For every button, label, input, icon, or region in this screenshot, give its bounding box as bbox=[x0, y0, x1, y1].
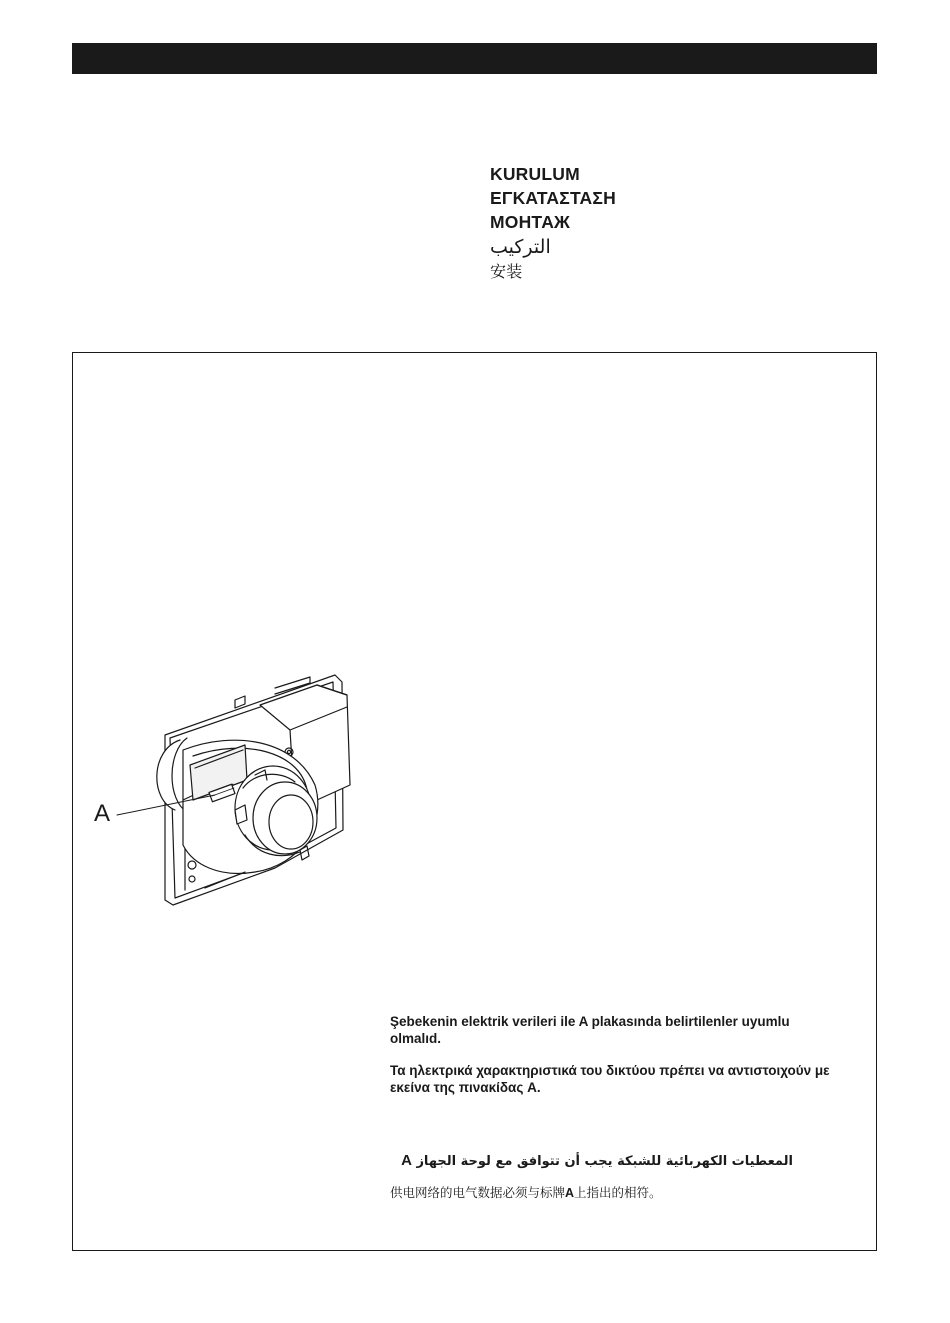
callout-label-a: A bbox=[94, 800, 111, 827]
note-greek: Τα ηλεκτρικά χαρακτηριστικά του δικτύου πρέπει να αντιστοιχούν με εκείνα της πινακίδας A. bbox=[390, 1063, 830, 1095]
title-greek: ΕΓΚΑΤΑΣΤΑΣΗ bbox=[490, 188, 616, 208]
header-bar bbox=[72, 43, 877, 74]
note-chinese-label: A bbox=[565, 1186, 575, 1200]
title-arabic: التركيب bbox=[490, 236, 551, 258]
note-chinese bbox=[390, 1185, 830, 1201]
note-arabic-text: المعطيات الكهربائية للشبكة يجب أن تتوافق مع لوحة الجهاز bbox=[416, 1154, 793, 1169]
blower-unit-illustration bbox=[95, 660, 365, 910]
section-titles bbox=[490, 162, 790, 284]
note-turkish: Şebekenin elektrik verileri ile A plakasında belirtilenler uyumlu olmalıd. bbox=[390, 1014, 790, 1046]
note-chinese-after: 上指出的相符。 bbox=[574, 1185, 662, 1200]
note-arabic bbox=[390, 1151, 793, 1172]
title-chinese: 安装 bbox=[490, 262, 523, 281]
note-chinese-before: 供电网络的电气数据必须与标牌 bbox=[390, 1185, 566, 1200]
note-arabic-label: A bbox=[401, 1152, 412, 1169]
title-turkish: KURULUM bbox=[490, 164, 580, 184]
title-russian: МОНТАЖ bbox=[490, 212, 571, 232]
